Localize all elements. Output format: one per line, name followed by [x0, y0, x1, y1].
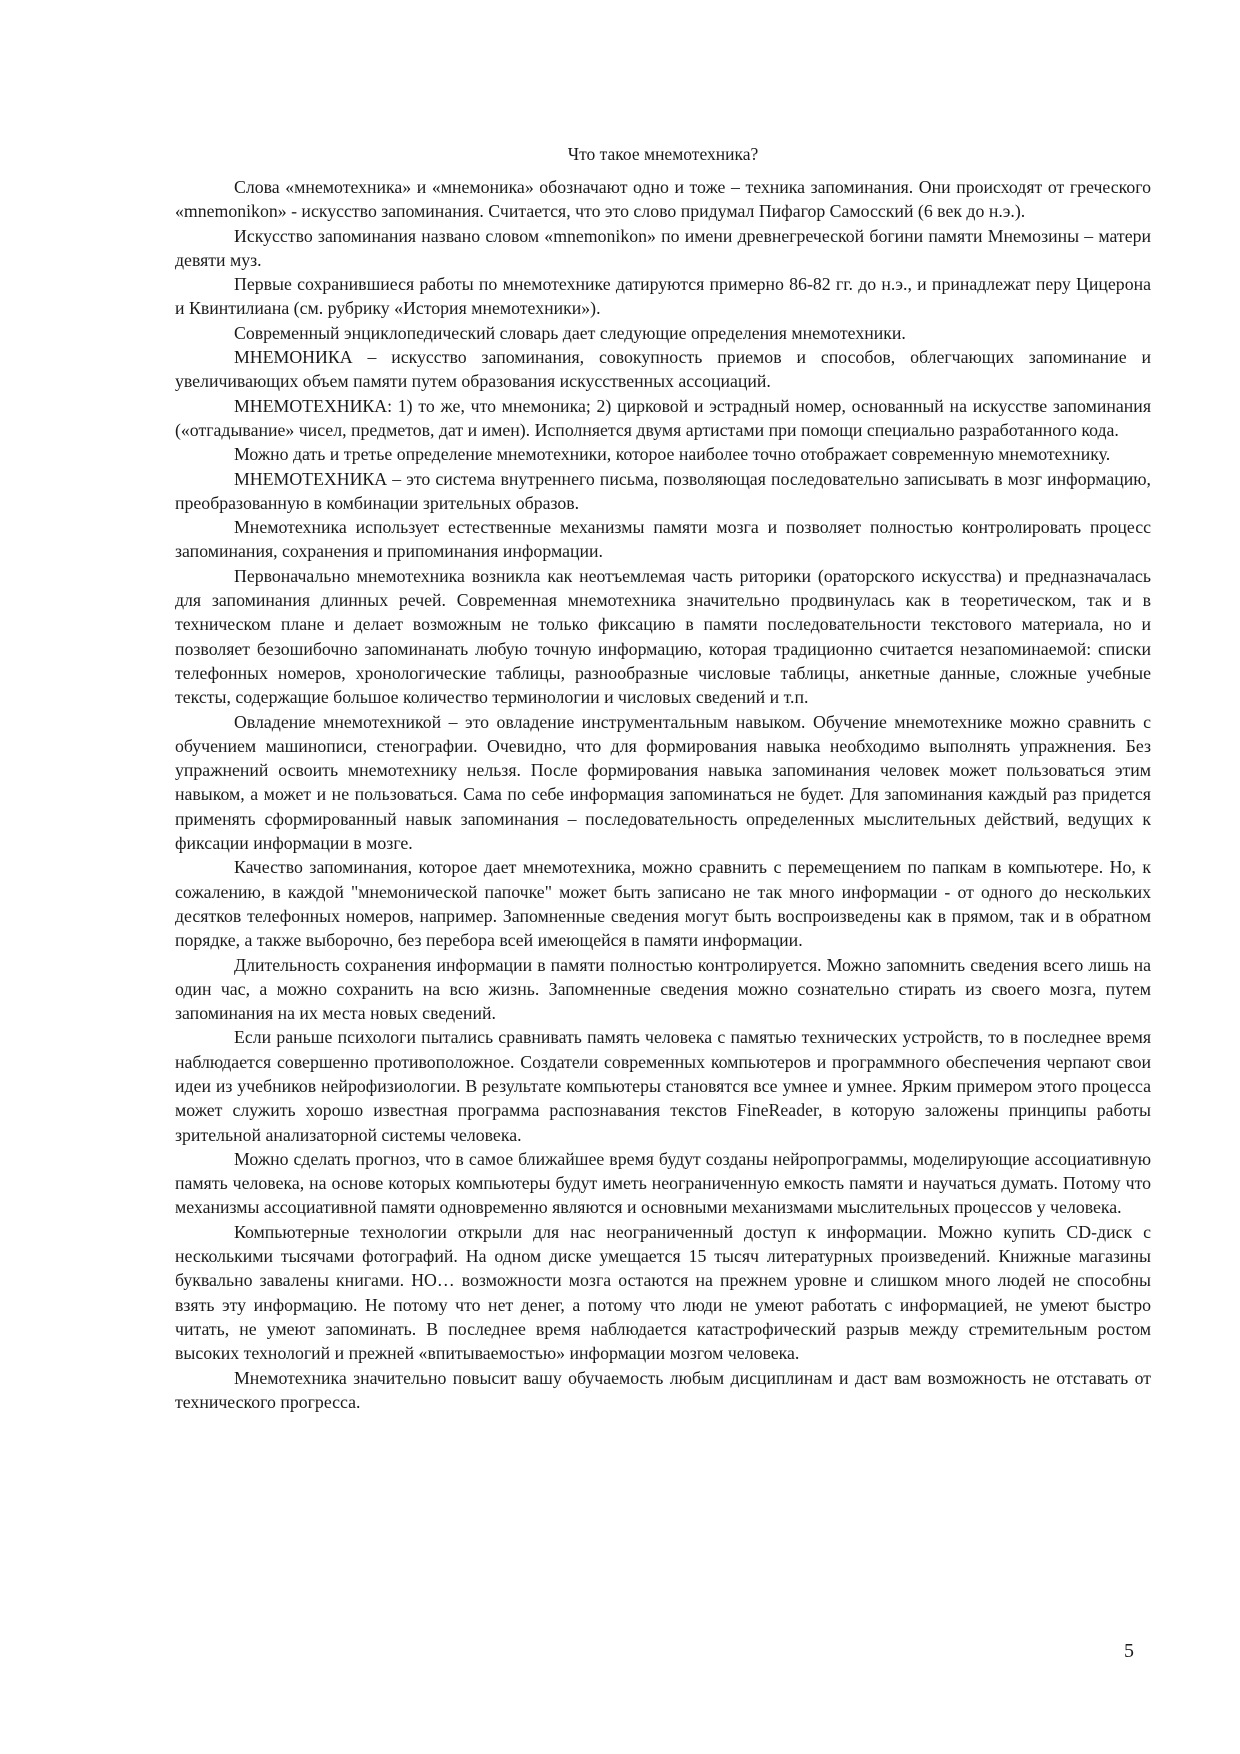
paragraph: Можно дать и третье определение мнемотехники, которое наиболее точно отображает современную мнемотехнику. [234, 444, 1111, 465]
paragraph: Слова «мнемотехника» и «мнемоника» обозначают одно и тоже – техника запоминания. Они происходят от греческого «mnemonikon» - искусство запоминания. Считается, что это слово придумал Пифагор Самосский (6 век до н.э.). [175, 177, 1151, 222]
paragraph: Мнемотехника использует естественные механизмы памяти мозга и позволяет полностью контролировать процесс запоминания, сохранения и припоминания информации. [175, 517, 1151, 562]
paragraph: Мнемотехника значительно повысит вашу обучаемость любым дисциплинам и даст вам возможность не отставать от технического прогресса. [175, 1367, 1151, 1412]
document-body [175, 175, 1151, 1414]
paragraph: Искусство запоминания названо словом «mnemonikon» по имени древнегреческой богини памяти Мнемозины – матери девяти муз. [175, 225, 1151, 270]
paragraph: Длительность сохранения информации в памяти полностью контролируется. Можно запомнить сведения всего лишь на один час, а можно сохранить на всю жизнь. Запомненные сведения можно сознательно стирать из своего мозга, путем запоминания на их места новых сведений. [175, 954, 1151, 1024]
page-number: 5 [1124, 1640, 1134, 1662]
paragraph: Качество запоминания, которое дает мнемотехника, можно сравнить с перемещением по папкам в компьютере. Но, к сожалению, в каждой "мнемонической папочке" может быть записано не так много информации - от одного до нескольких десятков телефонных номеров, например. Запомненные сведения могут быть воспроизведены как в прямом, так и в обратном порядке, а также выборочно, без перебора всей имеющейся в памяти информации. [175, 857, 1151, 951]
paragraph: Можно сделать прогноз, что в самое ближайшее время будут созданы нейропрограммы, моделирующие ассоциативную память человека, на основе которых компьютеры будут иметь неограниченную емкость памяти и научаться думать. Потому что механизмы ассоциативной памяти одновременно являются и основными механизмами мыслительных процессов у человека. [175, 1148, 1151, 1218]
document-page [175, 142, 1151, 1414]
paragraph: Овладение мнемотехникой – это овладение инструментальным навыком. Обучение мнемотехнике можно сравнить с обучением машинописи, стенографии. Очевидно, что для формирования навыка необходимо выполнять упражнения. Без упражнений освоить мнемотехнику нельзя. После формирования навыка запоминания человек может пользоваться этим навыком, а может и не пользоваться. Сама по себе информация запоминаться не будет. Для запоминания каждый раз придется применять сформированный навык запоминания – последовательность определенных мыслительных действий, ведущих к фиксации информации в мозге. [175, 711, 1151, 854]
paragraph: МНЕМОТЕХНИКА – это система внутреннего письма, позволяющая последовательно записывать в мозг информацию, преобразованную в комбинации зрительных образов. [175, 468, 1151, 513]
paragraph: Первые сохранившиеся работы по мнемотехнике датируются примерно 86-82 гг. до н.э., и принадлежат перу Цицерона и Квинтилиана (см. рубрику «История мнемотехники»). [175, 274, 1151, 319]
paragraph: Первоначально мнемотехника возникла как неотъемлемая часть риторики (ораторского искусства) и предназначалась для запоминания длинных речей. Современная мнемотехника значительно продвинулась как в теоретическом, так и в техническом плане и делает возможным не только фиксацию в памяти последовательности текстового материала, но и позволяет безошибочно запоминанать любую точную информацию, которая традиционно считается незапоминаемой: списки телефонных номеров, хронологические таблицы, разнообразные числовые таблицы, анкетные данные, сложные учебные тексты, содержащие большое количество терминологии и числовых сведений и т.п. [175, 565, 1151, 708]
paragraph: МНЕМОНИКА – искусство запоминания, совокупность приемов и способов, облегчающих запоминание и увеличивающих объем памяти путем образования искусственных ассоциаций. [175, 347, 1151, 392]
paragraph: Если раньше психологи пытались сравнивать память человека с памятью технических устройств, то в последнее время наблюдается совершенно противоположное. Создатели современных компьютеров и программного обеспечения черпают свои идеи из учебников нейрофизиологии. В результате компьютеры становятся все умнее и умнее. Ярким примером этого процесса может служить хорошо известная программа распознавания текстов FineReader, в которую заложены принципы работы зрительной анализаторной системы человека. [175, 1027, 1151, 1145]
paragraph: Компьютерные технологии открыли для нас неограниченный доступ к информации. Можно купить CD-диск с несколькими тысячами фотографий. На одном диске умещается 15 тысяч литературных произведений. Книжные магазины буквально завалены книгами. НО… возможности мозга остаются на прежнем уровне и слишком много людей не способны взять эту информацию. Не потому что нет денег, а потому что люди не умеют работать с информацией, не умеют быстро читать, не умеют запоминать. В последнее время наблюдается катастрофический разрыв между стремительным ростом высоких технологий и прежней «впитываемостью» информации мозгом человека. [175, 1221, 1151, 1364]
paragraph: МНЕМОТЕХНИКА: 1) то же, что мнемоника; 2) цирковой и эстрадный номер, основанный на искусстве запоминания («отгадывание» чисел, предметов, дат и имен). Исполняется двумя артистами при помощи специально разработанного кода. [175, 395, 1151, 440]
paragraph: Современный энциклопедический словарь дает следующие определения мнемотехники. [234, 322, 906, 343]
document-title: Что такое мнемотехника? [567, 144, 759, 164]
